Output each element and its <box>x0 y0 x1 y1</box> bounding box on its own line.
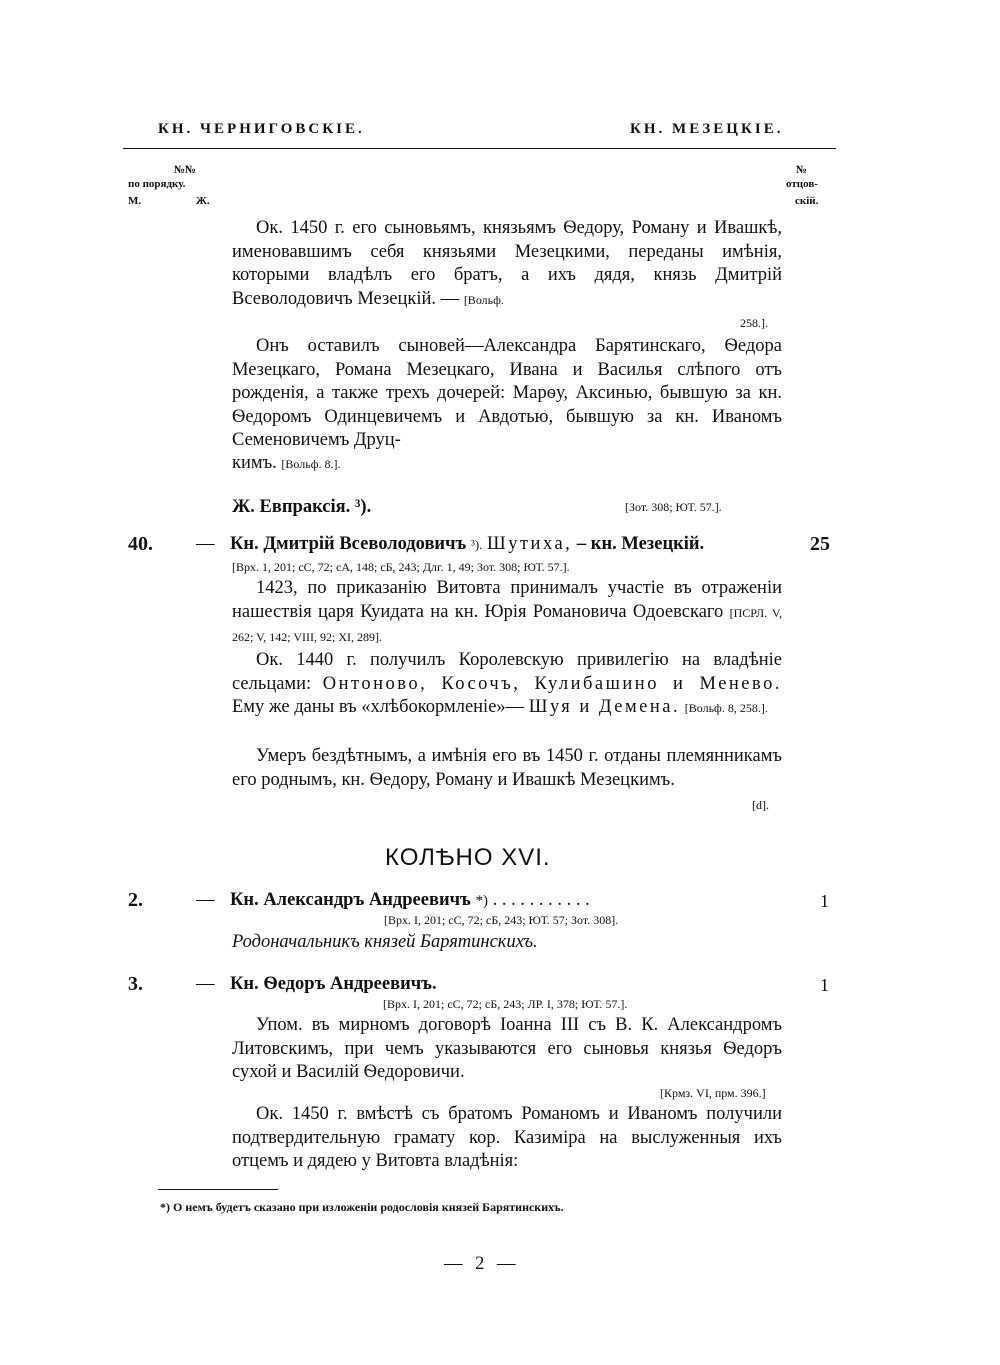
entry-3-p1-cite: [Крмз. VI, прм. 396.] <box>660 1086 766 1100</box>
entry-40-heading <box>230 533 704 557</box>
footnote: *) О немъ будетъ сказано при изложеніи родословія князей Барятинскихъ. <box>160 1200 564 1214</box>
entry-number-40: 40. <box>128 533 153 555</box>
entry-3-father: 1 <box>820 975 829 995</box>
entry-3-p2-text: Ок. 1450 г. вмѣстѣ съ братомъ Романомъ и Иваномъ получили подтвердительную грамату кор. Казиміра на выслуженныя ихъ отцемъ и дядею у Витовта владѣнія: <box>232 1104 782 1171</box>
intro-p2-text: Онъ оставилъ сыновей—Александра Барятинскаго, Ѳедора Мезецкаго, Романа Мезецкаго, Ивана и Василья слѣпого отъ рожденія, а также трехъ дочерей: Марѳу, Аксинью, бывшую за кн. Ѳедоромъ Одинцевичемъ и Авдотью, бывшую за кн. Иваномъ Семеновичемъ Друц- <box>232 336 782 450</box>
entry-number-3: 3. <box>128 973 143 995</box>
entry-40-p2-a: Ок. 1440 г. получилъ Королевскую привилегію на владѣніе сельцами: <box>232 650 782 694</box>
header-rule <box>123 148 836 149</box>
wife-line: Ж. Евпраксія. ³). <box>232 497 372 517</box>
entry-40-dash: — <box>196 534 215 554</box>
intro-p2-cite: [Вольф. 8.]. <box>281 457 341 471</box>
entry-2-heading <box>230 889 590 914</box>
entry-40-p3-text: Умеръ бездѣтнымъ, а имѣнія его въ 1450 г. отданы племянникамъ его роднымъ, кн. Ѳедору, Роману и Ивашкѣ Мезецкимъ. <box>232 746 782 790</box>
entry-number-2: 2. <box>128 889 143 911</box>
entry-40-places: Онтоново, Косочъ, Кулибашино и Менево. <box>322 673 782 694</box>
entry-40-sup: ³). <box>470 537 483 552</box>
col-head-father-2: скій. <box>795 195 819 207</box>
entry-40-places-2: Шуя и Демена. <box>528 697 681 717</box>
entry-40-p1-cite: [ПСРЛ. V, 262; V, 142; VIII, 92; XI, 289]. <box>232 605 782 644</box>
entry-40-tail: – кн. Мезецкій. <box>576 534 705 554</box>
col-head-father-1: отцов- <box>786 178 818 190</box>
entry-2-note: Родоначальникъ князей Барятинскихъ. <box>232 932 538 952</box>
footnote-rule <box>158 1189 278 1190</box>
running-header-right: КН. МЕЗЕЦКІЕ. <box>630 121 784 137</box>
intro-p1-cite-end: 258.]. <box>740 316 768 330</box>
entry-40-paragraph-2 <box>232 649 782 721</box>
page-number: — 2 — <box>444 1254 520 1274</box>
entry-3-dash: — <box>196 974 215 994</box>
col-head-order: по порядку. <box>128 178 186 190</box>
entry-40-name: Кн. Дмитрій Всеволодовичъ <box>230 534 467 554</box>
entry-2-dots: . . . . . . . . . . . <box>492 890 590 910</box>
intro-p2-last: кимъ. <box>232 453 277 473</box>
entry-40-p1-text: 1423, по приказанію Витовта принималъ участіе въ отраженіи нашествія царя Куидата на кн. Юрія Романовича Одоевскаго <box>232 578 782 622</box>
entry-3-p1-text: Упом. въ мирномъ договорѣ Іоанна III съ В. К. Александромъ Литовскимъ, при чемъ указываются его сыновья князья Ѳедоръ сухой и Василій Ѳедоровичи. <box>232 1015 782 1082</box>
intro-p1-text: Ок. 1450 г. его сыновьямъ, князьямъ Ѳедору, Роману и Ивашкѣ, именовавшимъ себя князьями Мезецкими, переданы имѣнія, которыми владѣлъ его братъ, а ихъ дядя, князь Дмитрій Всеволодовичъ Мезецкій. — <box>232 218 782 309</box>
col-head-male: М. <box>128 195 142 207</box>
entry-40-p2-cite: [Вольф. 8, 258.]. <box>684 701 768 715</box>
entry-40-p3-cite: [d]. <box>752 798 769 812</box>
running-header-left: КН. ЧЕРНИГОВСКІЕ. <box>158 121 365 137</box>
entry-3-paragraph-1 <box>232 1014 782 1085</box>
entry-2-sup: *) <box>475 893 488 909</box>
intro-paragraph-2 <box>232 335 782 453</box>
entry-40-paragraph-1 <box>232 577 782 650</box>
wife-cite: [Зот. 308; ЮТ. 57.]. <box>625 500 722 514</box>
col-head-female: Ж. <box>196 195 210 207</box>
entry-40-nick: Шутиха, <box>487 534 573 554</box>
entry-2-name: Кн. Александръ Андреевичъ <box>230 890 471 910</box>
entry-40-paragraph-3 <box>232 745 782 792</box>
col-head-father-no: № <box>796 164 808 176</box>
entry-3-paragraph-2 <box>232 1103 782 1174</box>
knee-heading: КОЛѢНО XVI. <box>385 844 551 871</box>
entry-40-p2-b: Ему же даны въ «хлѣбокормленіе»— <box>232 697 525 717</box>
entry-2-dash: — <box>196 890 215 910</box>
entry-3-name: Кн. Ѳедоръ Андреевичъ. <box>230 974 437 994</box>
entry-2-father: 1 <box>820 891 829 911</box>
entry-2-cite: [Врх. I, 201; сС, 72; сБ, 243; ЮТ. 57; Зот. 308]. <box>384 913 619 927</box>
entry-40-cite: [Врх. 1, 201; сС, 72; сА, 148; сБ, 243; Длг. 1, 49; Зот. 308; ЮТ. 57.]. <box>232 560 570 574</box>
intro-paragraph-1 <box>232 217 782 312</box>
col-head-numbers: №№ <box>174 164 197 176</box>
entry-40-father: 25 <box>810 533 830 555</box>
intro-p1-cite: [Вольф. <box>463 292 504 307</box>
intro-p2-last-line <box>232 452 341 477</box>
entry-3-cite: [Врх. I, 201; сС, 72; сБ, 243; ЛР. I, 378; ЮТ. 57.]. <box>383 997 628 1011</box>
